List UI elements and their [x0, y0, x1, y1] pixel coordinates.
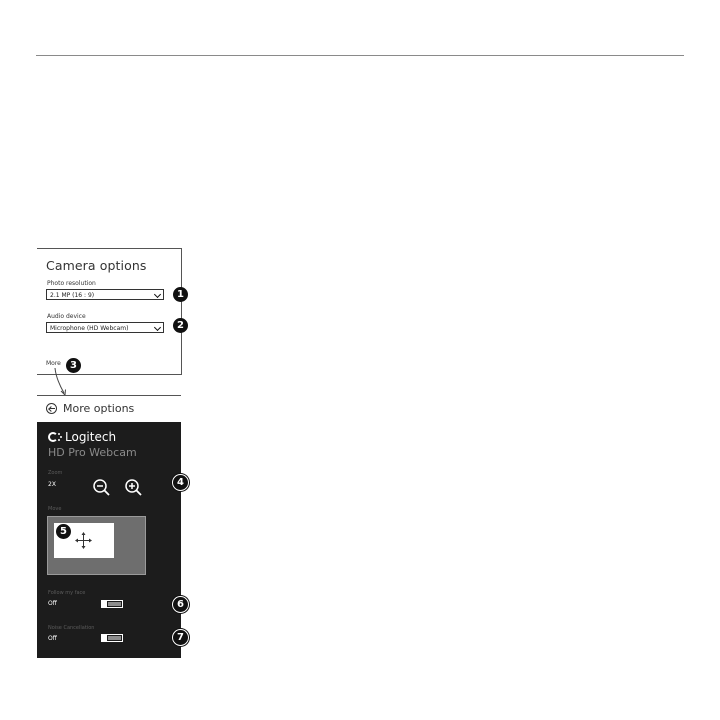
photo-resolution-value: 2.1 MP (16 : 9) — [50, 292, 95, 299]
move-label: Move — [48, 506, 62, 512]
more-link[interactable]: More — [46, 360, 61, 367]
model-name: HD Pro Webcam — [48, 446, 137, 459]
follow-face-toggle[interactable] — [101, 600, 123, 608]
photo-resolution-label: Photo resolution — [47, 280, 96, 287]
callout-3: 3 — [66, 358, 81, 373]
connector-arrow-icon — [52, 366, 72, 398]
follow-face-value: Off — [48, 600, 57, 607]
zoom-value: 2X — [48, 481, 56, 488]
logitech-logo-icon — [48, 431, 62, 443]
noise-cancel-toggle[interactable] — [101, 634, 123, 642]
top-divider — [36, 55, 684, 56]
callout-5: 5 — [56, 524, 71, 539]
webcam-settings-panel — [37, 422, 181, 658]
brand-row — [48, 430, 116, 444]
zoom-out-icon[interactable] — [92, 478, 112, 498]
brand-name: Logitech — [65, 430, 117, 444]
audio-device-value: Microphone (HD Webcam) — [50, 325, 129, 332]
noise-cancel-label: Noise Cancellation — [48, 625, 95, 631]
follow-face-label: Follow my face — [48, 590, 86, 596]
callout-2: 2 — [173, 318, 188, 333]
more-options-title: More options — [63, 402, 135, 415]
zoom-label: Zoom — [48, 470, 63, 476]
audio-device-select[interactable] — [46, 322, 164, 333]
callout-7: 7 — [173, 630, 188, 645]
callout-6: 6 — [173, 597, 188, 612]
callout-1: 1 — [173, 287, 188, 302]
back-arrow-circle-icon[interactable] — [46, 403, 57, 414]
callout-4: 4 — [173, 475, 188, 490]
photo-resolution-select[interactable] — [46, 289, 164, 300]
camera-options-title: Camera options — [46, 258, 147, 273]
chevron-down-icon — [154, 324, 161, 331]
more-options-header — [37, 395, 181, 423]
chevron-down-icon — [154, 291, 161, 298]
four-way-arrow-icon — [74, 531, 93, 550]
camera-options-panel — [37, 248, 182, 375]
noise-cancel-value: Off — [48, 635, 57, 642]
audio-device-label: Audio device — [47, 313, 86, 320]
zoom-in-icon[interactable] — [124, 478, 144, 498]
